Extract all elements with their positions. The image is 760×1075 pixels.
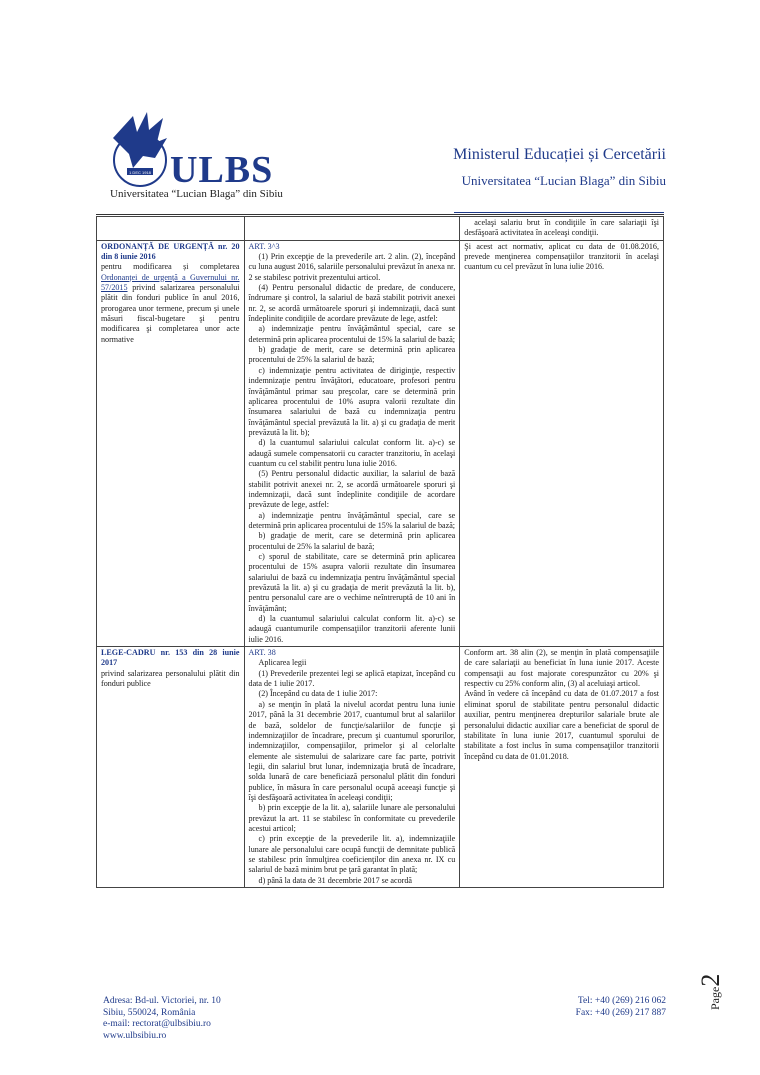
- article-paragraph: d) la cuantumul salariului calculat conform lit. a)-c) se adaugă cuantumurile compensaţiilor tranzitorii aferente lunii iulie 2016.: [248, 614, 456, 644]
- article-paragraph: c) prin excepţie de la prevederile lit. a), indemnizaţiile lunare ale personalului care ocupă funcţii de demnitate publică se stabilesc prin înmulţirea coeficienţilor din anexa nr. IX cu salariul de bază minim brut pe ţară garantat în plată;: [248, 834, 456, 875]
- article-cell: [244, 647, 460, 888]
- footer-email[interactable]: e-mail: rectorat@ulbsibiu.ro: [103, 1019, 211, 1030]
- emblem-text: 1 DEC 1918: [129, 170, 151, 175]
- article-paragraph: (4) Pentru personalul didactic de predare, de conducere, îndrumare şi control, la salariul de bază stabilit potrivit anexei nr. 2, se acordă următoarele sporuri şi indemnizaţii, dacă sunt îndeplinite condiţiile de acordare prevăzute de lege, astfel:: [248, 283, 456, 324]
- table-cell: [97, 217, 245, 241]
- act-cell: [97, 240, 245, 646]
- act-reference-link[interactable]: Ordonanței de urgență a Guvernului nr. 57/2015: [101, 272, 240, 293]
- act-cell: [97, 647, 245, 888]
- article-paragraph: b) prin excepţie de la lit. a), salariile lunare ale personalului prevăzut la art. 11 se stabilesc în conformitate cu prevederile acestui articol;: [248, 803, 456, 833]
- comment-paragraph: Şi acest act normativ, aplicat cu data de 01.08.2016, prevede menţinerea compensaţiilor tranzitorii în acelaşi cuantum cu cel prevăzut în luna iulie 2016.: [464, 241, 659, 272]
- act-description-text: privind salarizarea personalului plătit din fonduri publice în anul 2016, prorogarea unor termene, precum şi unele măsuri fiscal-bugetare şi pentru modificarea şi completarea unor acte normative: [101, 283, 240, 344]
- article-paragraph: b) gradaţie de merit, care se determină prin aplicarea procentului de 25% la salariul de bază;: [248, 345, 456, 365]
- university-name-right: Universitatea “Lucian Blaga” din Sibiu: [461, 173, 666, 188]
- table-row: [97, 217, 664, 241]
- header-accent-divider: [454, 212, 664, 213]
- article-heading: ART. 38: [248, 648, 276, 658]
- act-description: privind salarizarea personalului plătit din fonduri publice: [101, 668, 240, 689]
- act-description: [101, 262, 240, 345]
- article-paragraph: d) la cuantumul salariului calculat conform lit. a)-c) se adaugă sumele compensatorii cu caracter tranzitoriu, în acelaşi cuantum cu cel stabilit pentru luna iulie 2016.: [248, 438, 456, 468]
- comment-paragraph: Având în vedere că începând cu data de 01.07.2017 a fost eliminat sporul de stabilitate pentru personalul didactic auxiliar, pentru menţinerea drepturilor salariale brute ale personalului didactic auxiliar care a beneficiat de sporul de stabilitate în luna iunie 2017, cuantumul sporului de stabilitate a fost inclus în suma compensaţiilor tranzitorii începând cu data de 01.01.2018.: [464, 689, 659, 761]
- page-word: Page: [708, 986, 722, 1010]
- footer-fax: Fax: +40 (269) 217 887: [575, 1007, 666, 1018]
- ministry-title: Ministerul Educației și Cercetării: [453, 146, 666, 163]
- comment-cell: [460, 240, 664, 646]
- page-number: 2: [696, 973, 725, 987]
- comment-paragraph: Conform art. 38 alin (2), se menţin în plată compensaţiile de care salariaţii au beneficiat în luna iunie 2017. Aceste compensaţii au fost majorate corespunzător cu 20% şi respectiv cu 25% conform alin, (3) al aceluiaşi articol.: [464, 648, 659, 689]
- article-paragraph: d) până la data de 31 decembrie 2017 se acordă: [258, 875, 413, 885]
- article-paragraph: (5) Pentru personalul didactic auxiliar, la salariul de bază stabilit potrivit anexei nr. 2, se acordă următoarele sporuri şi indemnizaţii, dacă sunt îndeplinite condiţiile de acordare prevăzute de lege, astfel:: [248, 469, 456, 510]
- article-paragraph: a) se menţin în plată la nivelul acordat pentru luna iunie 2017, până la 31 decembrie 2017, cuantumul brut al salariilor de bază, soldelor de funcţie/salariilor de funcţie şi indemnizaţiilor de încadrare, precum şi cuantumul sporurilor, indemnizaţiilor, compensaţiilor, primelor şi al celorlalte elemente ale sistemului de salarizare care fac parte, potrivit legii, din salariul brut lunar, indemnizaţia brută de încadrare, solda lunară de care beneficiază personalul plătit din fonduri publice, în măsura în care personalul ocupă aceeaşi funcţie şi îşi desfăşoară activitatea în aceleaşi condiţii;: [248, 699, 456, 802]
- act-title: ORDONANȚĂ DE URGENȚĂ nr. 20 din 8 iunie 2016: [101, 241, 240, 262]
- article-paragraph: c) indemnizaţie pentru activitatea de diriginţie, respectiv indemnizaţie pentru învăţători, educatoare, profesori pentru învăţământul primar sau preşcolar, care se determină prin aplicarea procentului de 10% asupra valorii rezultate din însumarea salariului de bază cu indemnizaţia pentru învăţământul special prevăzută la lit. a) şi cu gradaţia de merit prevăzută la lit. b);: [248, 365, 456, 437]
- footer-website-link[interactable]: www.ulbsibiu.ro: [103, 1030, 167, 1041]
- article-paragraph: b) gradaţie de merit, care se determină prin aplicarea procentului de 25% la salariul de bază;: [248, 531, 456, 551]
- article-heading: ART. 3^3: [248, 241, 280, 251]
- article-paragraph: Aplicarea legii: [258, 658, 307, 668]
- comment-paragraph: acelaşi salariu brut în condiţiile în care salariaţii îşi desfăşoară activitatea în aceleaşi condiţii.: [464, 218, 659, 238]
- footer-phone: Tel: +40 (269) 216 062: [577, 996, 666, 1006]
- footer-address-line: Adresa: Bd-ul. Victoriei, nr. 10: [103, 996, 221, 1006]
- article-paragraph: (2) Începând cu data de 1 iulie 2017:: [258, 689, 378, 699]
- comment-cell: [460, 647, 664, 888]
- article-paragraph: a) indemnizaţie pentru învăţământul special, care se determină prin aplicarea procentului de 15% la salariul de bază;: [248, 510, 456, 530]
- legislation-table: [96, 216, 664, 888]
- article-paragraph: c) sporul de stabilitate, care se determină prin aplicarea procentului de 15% asupra valorii rezultate din însumarea salariului de bază cu indemnizaţia pentru învăţământul special prevăzută la lit. a) şi cu gradaţia de merit prevăzută la lit. b), pentru personalul care are o vechime neîntreruptă de 10 ani în învăţământ;: [248, 552, 456, 613]
- table-row: [97, 647, 664, 888]
- university-name-left: Universitatea “Lucian Blaga” din Sibiu: [110, 188, 283, 200]
- table-row: [97, 240, 664, 646]
- act-title: LEGE-CADRU nr. 153 din 28 iunie 2017: [101, 648, 240, 668]
- article-paragraph: (1) Prin excepţie de la prevederile art. 2 alin. (2), începând cu luna august 2016, salariile personalului prevăzut în anexa nr. 2 se stabilesc potrivit prezentului articol.: [248, 252, 456, 282]
- footer-address-line: Sibiu, 550024, România: [103, 1007, 196, 1018]
- table-cell: [460, 217, 664, 241]
- article-cell: [244, 240, 460, 646]
- header-divider: [96, 214, 664, 215]
- act-description-text: pentru modificarea și completarea: [101, 262, 240, 272]
- page-number-label: [696, 974, 726, 1010]
- ulbs-logo-emblem: [103, 108, 177, 194]
- footer-contact-left: [103, 996, 221, 1042]
- article-paragraph: a) indemnizaţie pentru învăţământul special, care se determină prin aplicarea procentului de 15% la salariul de bază;: [248, 324, 456, 344]
- table-cell: [244, 217, 460, 241]
- footer-contact-right: [576, 996, 666, 1019]
- article-paragraph: (1) Prevederile prezentei legi se aplică etapizat, începând cu data de 1 iulie 2017.: [248, 668, 456, 689]
- ulbs-wordmark: ULBS: [170, 149, 274, 191]
